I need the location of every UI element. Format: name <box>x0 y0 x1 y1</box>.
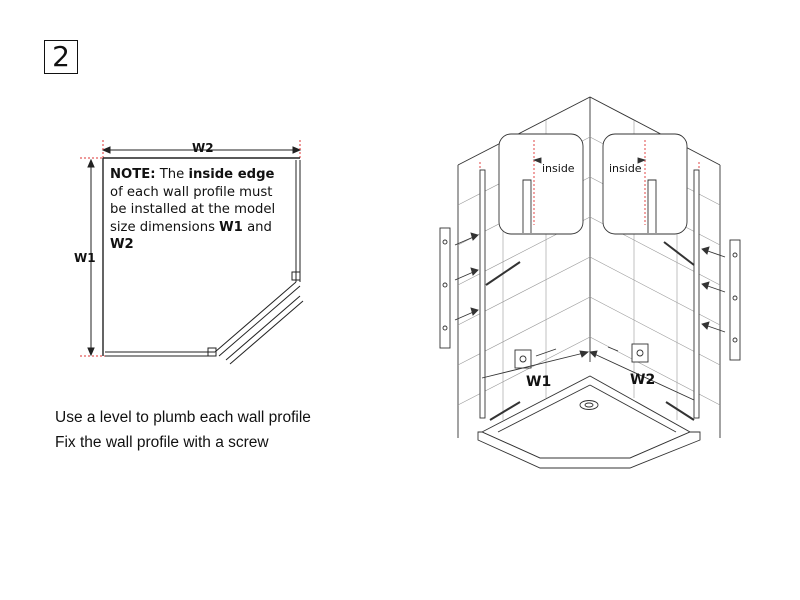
inside-label-left: inside <box>542 162 575 175</box>
note-emphasis-2: W1 <box>219 219 243 235</box>
w1-persp-label: W1 <box>526 374 552 390</box>
diagonal-door <box>230 301 303 364</box>
right-install-arrows <box>702 247 725 332</box>
instructions <box>55 405 311 455</box>
wall-block-left <box>515 350 531 368</box>
w2-arrow-right <box>293 147 300 153</box>
screw-right <box>608 347 618 351</box>
w2-persp-label: W2 <box>630 372 656 388</box>
bracket-right <box>664 242 694 265</box>
note-text-3: and <box>242 219 272 235</box>
right-wall-profile <box>694 170 699 418</box>
note-emphasis-3: W2 <box>110 237 134 252</box>
instruction-line-2: Fix the wall profile with a screw <box>55 434 269 451</box>
w1-arrow-bottom <box>88 348 94 355</box>
w1-plan-label: W1 <box>74 251 96 265</box>
wall-block-right <box>632 344 648 362</box>
left-wall-profile <box>480 170 485 418</box>
note-text-2: of each wall profile must be installed at the model size dimensions <box>110 184 276 235</box>
note-text-1: The <box>155 167 189 182</box>
diagonal-door <box>219 286 300 356</box>
w1-arrow-top <box>88 160 94 167</box>
note-prefix: NOTE: <box>110 167 156 182</box>
perspective-view <box>440 97 740 468</box>
w2-arrow-left <box>103 147 110 153</box>
diagonal-door <box>226 296 300 360</box>
inset-left-frame <box>499 134 583 234</box>
step-number: 2 <box>52 40 70 73</box>
installation-note <box>110 166 290 254</box>
w2-plan-label: W2 <box>192 141 214 155</box>
bracket-right-bottom <box>666 402 694 420</box>
note-emphasis-1: inside edge <box>188 167 275 182</box>
inside-label-right: inside <box>609 162 642 175</box>
instruction-line-1: Use a level to plumb each wall profile <box>55 409 311 426</box>
